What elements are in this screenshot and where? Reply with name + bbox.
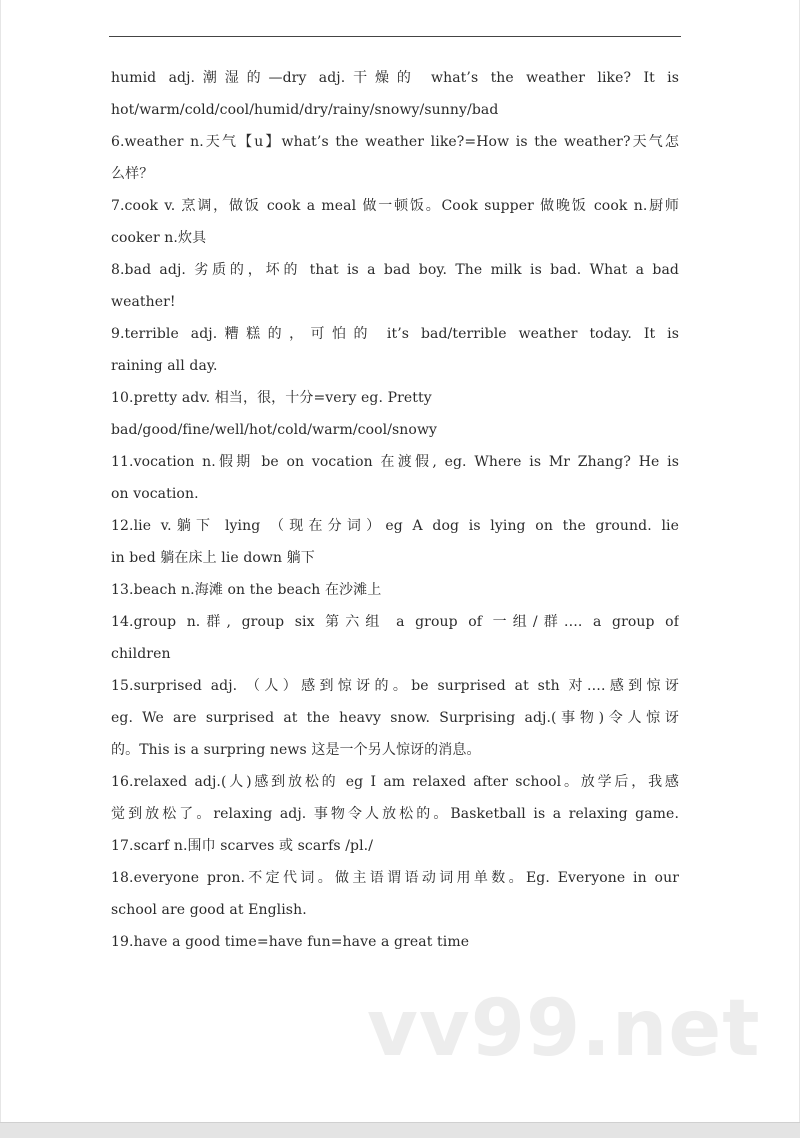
text-line: 11.vocation n.假期 be on vocation 在渡假, eg. Where is Mr Zhang? He is: [111, 454, 679, 470]
text-line: in bed 躺在床上 lie down 躺下: [111, 550, 315, 566]
text-line: school are good at English.: [111, 902, 307, 918]
text-line: weather!: [111, 294, 176, 310]
text-line: children: [111, 646, 171, 662]
page-bottom-edge: [0, 1122, 800, 1138]
text-line: 7.cook v. 烹调，做饭 cook a meal 做一顿饭。Cook supper 做晚饭 cook n.厨师: [111, 198, 679, 214]
text-line: hot/warm/cold/cool/humid/dry/rainy/snowy/sunny/bad: [111, 102, 499, 118]
text-line: 19.have a good time=have fun=have a great time: [111, 934, 470, 950]
text-line: 6.weather n.天气【u】what’s the weather like?=How is the weather?天气怎: [111, 134, 679, 150]
text-line: 9.terrible adj.糟糕的，可怕的 it’s bad/terrible weather today. It is: [111, 326, 679, 342]
text-line: 14.group n.群, group six 第六组 a group of 一组/群…. a group of: [111, 614, 679, 630]
site-watermark: vv99.net: [367, 984, 761, 1074]
text-line: bad/good/fine/well/hot/cold/warm/cool/snowy: [111, 422, 438, 438]
header-rule: [109, 36, 681, 37]
text-line: 16.relaxed adj.(人)感到放松的 eg I am relaxed after school。放学后，我感: [111, 774, 679, 790]
text-line: 15.surprised adj. （人）感到惊讶的。be surprised at sth 对….感到惊讶: [111, 678, 679, 694]
text-line: on vocation.: [111, 486, 199, 502]
text-line: 8.bad adj. 劣质的，坏的 that is a bad boy. The milk is bad. What a bad: [111, 262, 679, 278]
text-line: 10.pretty adv. 相当，很，十分=very eg. Pretty: [111, 390, 432, 406]
text-line: raining all day.: [111, 358, 218, 374]
text-line: 的。This is a surpring news 这是一个另人惊讶的消息。: [111, 742, 481, 758]
text-line: 12.lie v.躺下 lying （现在分词）eg A dog is lying on the ground. lie: [111, 518, 679, 534]
text-line: 18.everyone pron.不定代词。做主语谓语动词用单数。Eg. Everyone in our: [111, 870, 679, 886]
text-line: 17.scarf n.围巾 scarves 或 scarfs /pl./: [111, 838, 374, 854]
text-line: 觉到放松了。relaxing adj. 事物令人放松的。Basketball is a relaxing game.: [111, 806, 679, 822]
text-line: 13.beach n.海滩 on the beach 在沙滩上: [111, 582, 382, 598]
document-body: [111, 62, 679, 958]
text-line: 么样？: [111, 166, 154, 182]
text-line: cooker n.炊具: [111, 230, 207, 246]
text-line: eg. We are surprised at the heavy snow. Surprising adj.(事物)令人惊讶: [111, 710, 679, 726]
text-line: humid adj.潮湿的—dry adj.干燥的 what’s the weather like? It is: [111, 70, 679, 86]
